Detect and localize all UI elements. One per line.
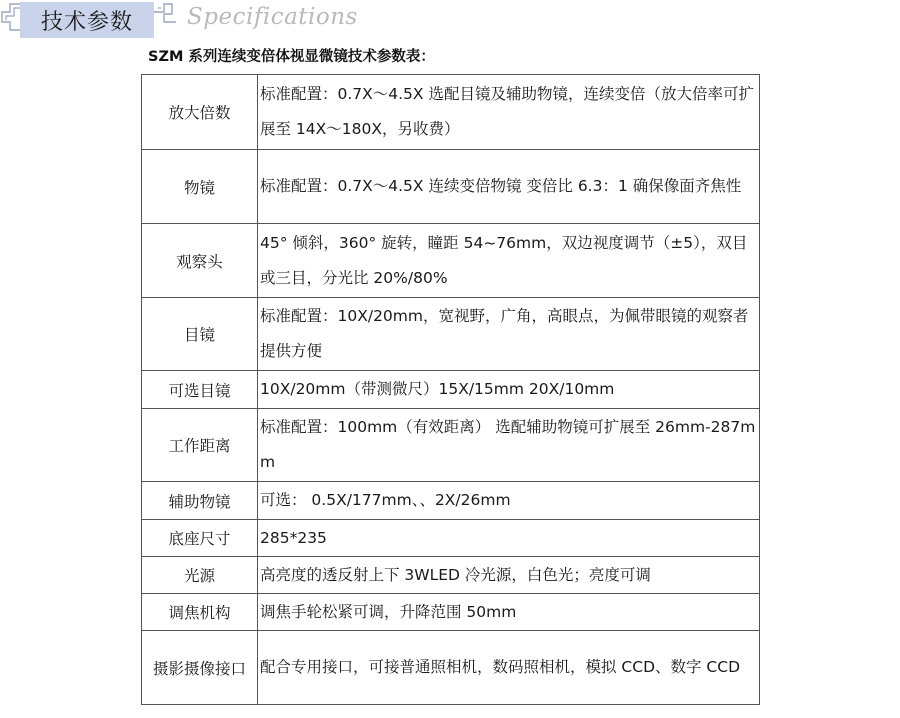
table-row	[142, 594, 760, 631]
table-row	[142, 75, 760, 150]
right-corner-ornament-icon	[152, 2, 178, 40]
table-row	[142, 150, 760, 224]
section-subtitle: Specifications	[187, 4, 358, 30]
spec-value: 285*235	[258, 520, 760, 557]
section-title: 技术参数	[40, 9, 133, 35]
spec-value: 10X/20mm（带测微尺）15X/15mm 20X/10mm	[258, 371, 760, 409]
spec-value: 45° 倾斜，360° 旋转，瞳距 54~76mm，双边视度调节（±5），双目或三目，分光比 20%/80%	[258, 224, 760, 298]
spec-label: 放大倍数	[142, 75, 258, 150]
spec-value: 标准配置：0.7X～4.5X 选配目镜及辅助物镜，连续变倍（放大倍率可扩展至 14X～180X，另收费）	[258, 75, 760, 150]
table-caption: SZM 系列连续变倍体视显微镜技术参数表：	[148, 49, 435, 65]
spec-value: 标准配置：100mm（有效距离） 选配辅助物镜可扩展至 26mm-287mm	[258, 409, 760, 482]
spec-label: 调焦机构	[142, 594, 258, 631]
spec-label: 摄影摄像接口	[142, 631, 258, 705]
table-row	[142, 520, 760, 557]
table-row	[142, 371, 760, 409]
spec-label: 辅助物镜	[142, 482, 258, 520]
spec-label: 物镜	[142, 150, 258, 224]
table-row	[142, 557, 760, 594]
left-corner-ornament-icon	[0, 2, 22, 40]
spec-value: 高亮度的透反射上下 3WLED 冷光源，白色光；亮度可调	[258, 557, 760, 594]
spec-label: 观察头	[142, 224, 258, 298]
table-row	[142, 298, 760, 371]
table-row	[142, 224, 760, 298]
spec-value: 配合专用接口，可接普通照相机，数码照相机，模拟 CCD、数字 CCD	[258, 631, 760, 705]
section-header	[0, 0, 900, 44]
table-row	[142, 482, 760, 520]
spec-label: 工作距离	[142, 409, 258, 482]
table-row	[142, 409, 760, 482]
spec-label: 可选目镜	[142, 371, 258, 409]
spec-label: 目镜	[142, 298, 258, 371]
spec-table	[141, 74, 760, 705]
spec-label: 光源	[142, 557, 258, 594]
spec-value: 标准配置：10X/20mm，宽视野，广角，高眼点，为佩带眼镜的观察者提供方便	[258, 298, 760, 371]
spec-value: 调焦手轮松紧可调，升降范围 50mm	[258, 594, 760, 631]
spec-value: 可选： 0.5X/177mm、、2X/26mm	[258, 482, 760, 520]
spec-label: 底座尺寸	[142, 520, 258, 557]
spec-value: 标准配置：0.7X～4.5X 连续变倍物镜 变倍比 6.3：1 确保像面齐焦性	[258, 150, 760, 224]
table-row	[142, 631, 760, 705]
section-title-box	[20, 2, 154, 38]
